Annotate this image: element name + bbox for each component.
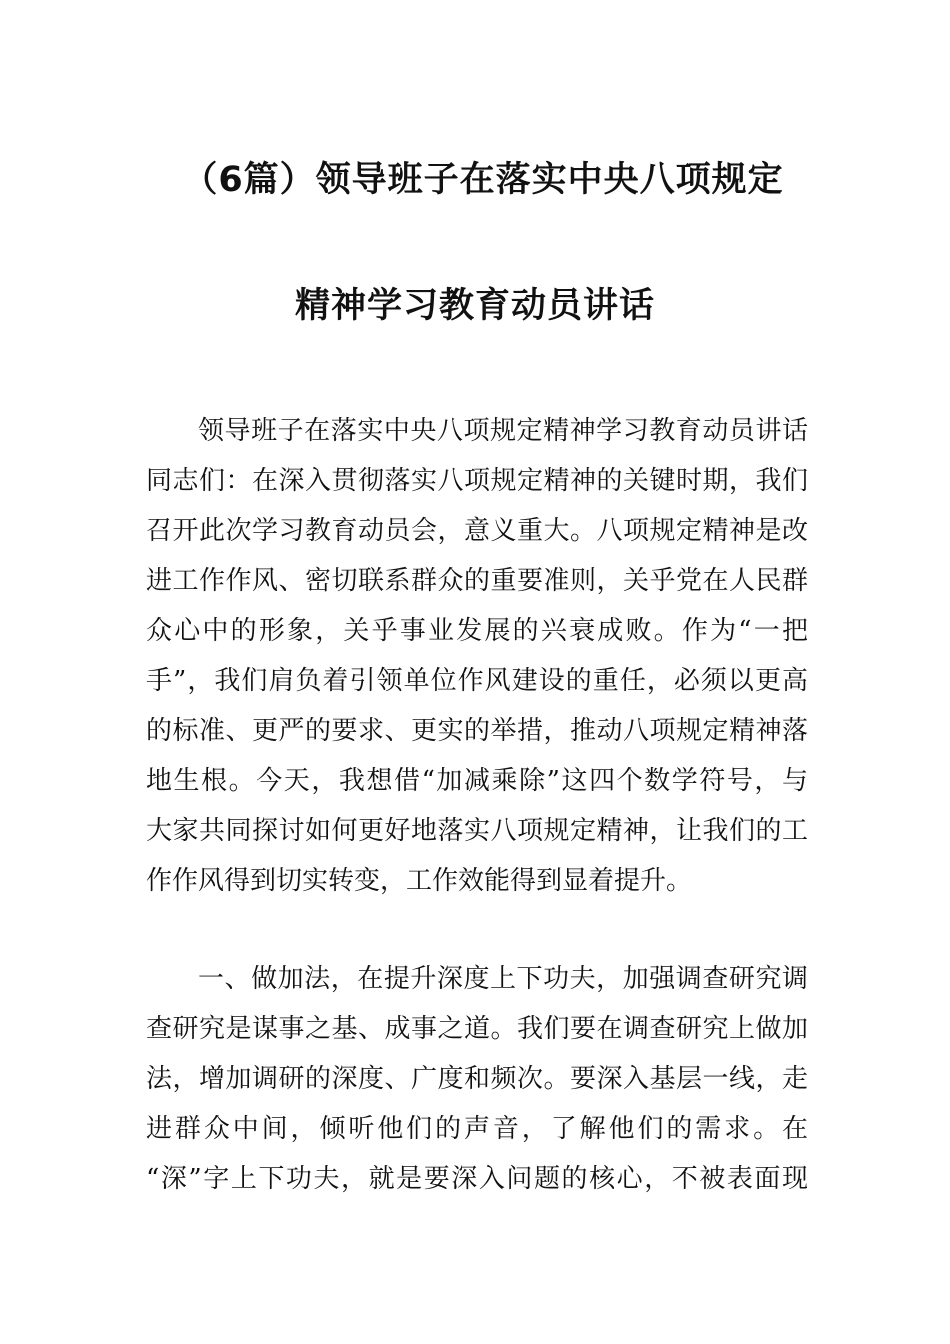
text-line: 召开此次学习教育动员会，意义重大。八项规定精神是改 (146, 516, 808, 546)
text-line: 地生根。今天，我想借“加减乘除”这四个数学符号，与 (146, 766, 808, 796)
text-line: 一、做加法，在提升深度上下功夫，加强调查研究调 (198, 964, 808, 994)
document-title-line-2: 精神学习教育动员讲话 (294, 286, 655, 326)
text-line: 查研究是谋事之基、成事之道。我们要在调查研究上做加 (146, 1014, 808, 1044)
text-line: 进群众中间，倾听他们的声音，了解他们的需求。在 (146, 1114, 808, 1144)
text-line: “深”字上下功夫，就是要深入问题的核心，不被表面现 (146, 1164, 808, 1194)
text-line: 的标准、更严的要求、更实的举措，推动八项规定精神落 (146, 716, 808, 746)
text-line: 领导班子在落实中央八项规定精神学习教育动员讲话 (198, 416, 808, 446)
text-line: 法，增加调研的深度、广度和频次。要深入基层一线，走 (146, 1064, 808, 1094)
text-line: 作作风得到切实转变，工作效能得到显着提升。 (146, 866, 693, 896)
paragraph-section-one (146, 954, 808, 1204)
text-line: 同志们：在深入贯彻落实八项规定精神的关键时期，我们 (146, 466, 808, 496)
text-line: 手”，我们肩负着引领单位作风建设的重任，必须以更高 (146, 666, 808, 696)
text-line: 众心中的形象，关乎事业发展的兴衰成败。作为“一把 (146, 616, 808, 646)
paragraph-intro (146, 406, 808, 906)
text-line: 大家共同探讨如何更好地落实八项规定精神，让我们的工 (146, 816, 808, 846)
text-line: 进工作作风、密切联系群众的重要准则，关乎党在人民群 (146, 566, 808, 596)
document-title-line-1: （6篇）领导班子在落实中央八项规定 (182, 160, 784, 200)
